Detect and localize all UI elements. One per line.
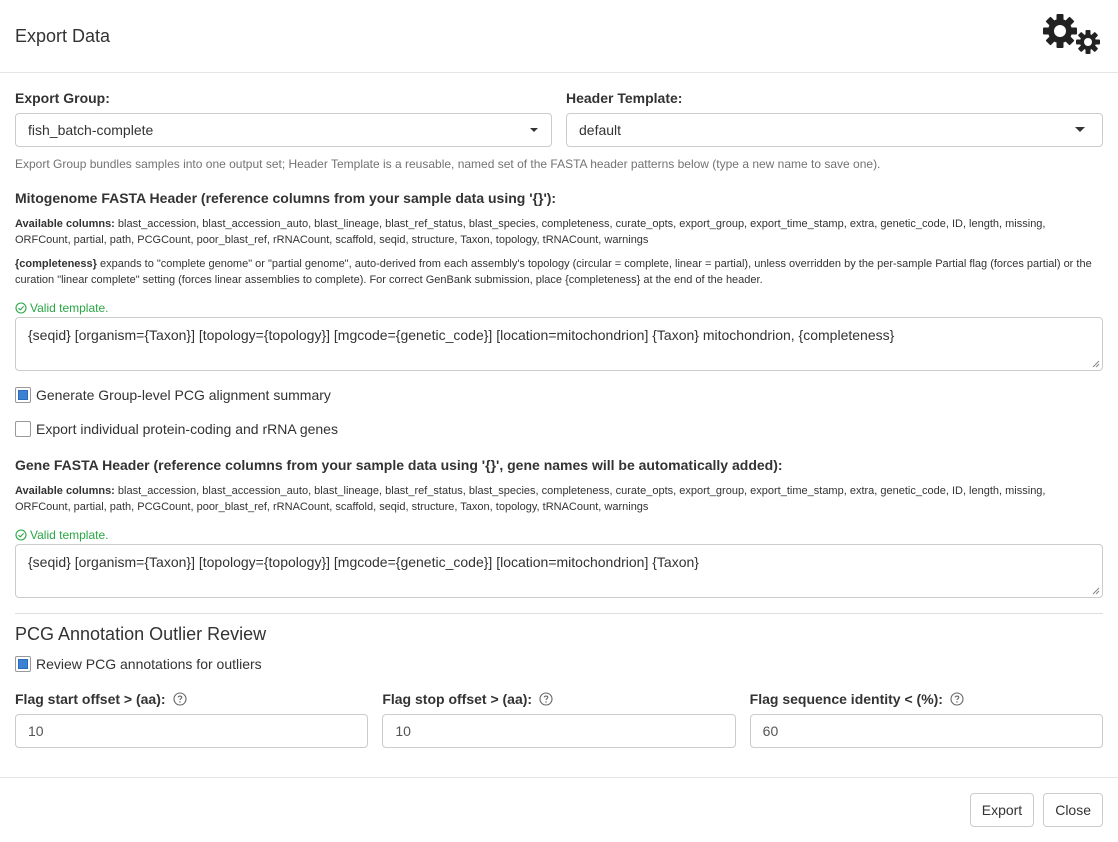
pcg-summary-option[interactable] (15, 387, 1103, 403)
modal-body (0, 73, 1118, 748)
review-outliers-label: Review PCG annotations for outliers (36, 656, 262, 672)
completeness-note (15, 256, 1103, 288)
export-button[interactable]: Export (970, 793, 1034, 827)
available-columns-label: Available columns: (15, 218, 115, 230)
check-circle-icon (15, 529, 27, 541)
close-button[interactable]: Close (1043, 793, 1103, 827)
mito-valid-text: Valid template. (30, 301, 109, 315)
gene-header-title: Gene FASTA Header (reference columns from your sample data using '{}', gene names will be automatically added): (15, 457, 783, 473)
available-columns-list: blast_accession, blast_accession_auto, blast_lineage, blast_ref_status, blast_species, completeness, curate_opts, export_group, export_time_stamp, extra, genetic_code, ID, length, missing, ORFCount, partial, path, PCGCount, poor_blast_ref, rRNACount, scaffold, seqid, structure, Taxon, topology, tRNACount, warnings (15, 485, 1046, 513)
gene-template-value: {seqid} [organism={Taxon}] [topology={topology}] [mgcode={genetic_code}] [location=mitochondrion] {Taxon} (28, 554, 699, 570)
available-columns-label: Available columns: (15, 485, 115, 497)
help-question-icon[interactable] (173, 692, 187, 706)
section-divider (15, 613, 1103, 614)
help-question-icon[interactable] (950, 692, 964, 706)
pcg-summary-checkbox[interactable] (15, 387, 31, 403)
check-circle-icon (15, 302, 27, 314)
identity-input[interactable]: 60 (750, 714, 1103, 748)
gene-available-columns (15, 483, 1103, 515)
start-offset-label: Flag start offset > (aa): (15, 691, 166, 707)
gene-valid-text: Valid template. (30, 528, 109, 542)
export-genes-checkbox[interactable] (15, 421, 31, 437)
mito-header-title: Mitogenome FASTA Header (reference columns from your sample data using '{}'): (15, 190, 557, 206)
identity-label: Flag sequence identity < (%): (749, 691, 943, 707)
gene-valid-status (15, 528, 1103, 542)
start-offset-input[interactable]: 10 (15, 714, 368, 748)
stop-offset-label: Flag stop offset > (aa): (382, 691, 533, 707)
stop-offset-input[interactable]: 10 (382, 714, 735, 748)
caret-down-icon (530, 128, 538, 132)
resize-handle-icon[interactable] (1092, 587, 1100, 595)
available-columns-list: blast_accession, blast_accession_auto, blast_lineage, blast_ref_status, blast_species, completeness, curate_opts, export_group, export_time_stamp, extra, genetic_code, ID, length, missing, ORFCount, partial, path, PCGCount, poor_blast_ref, rRNACount, scaffold, seqid, structure, Taxon, topology, tRNACount, warnings (15, 218, 1046, 246)
modal-title: Export Data (15, 25, 111, 46)
export-group-select[interactable] (15, 113, 552, 147)
identity-label-row (750, 691, 1103, 707)
header-template-select[interactable] (566, 113, 1103, 147)
completeness-key: {completeness} (15, 258, 97, 270)
export-genes-option[interactable] (15, 421, 1103, 437)
outlier-section-title: PCG Annotation Outlier Review (15, 624, 267, 644)
export-help-text: Export Group bundles samples into one output set; Header Template is a reusable, named set of the FASTA header patterns below (type a new name to save one). (15, 157, 881, 171)
help-question-icon[interactable] (539, 692, 553, 706)
modal-footer (0, 777, 1118, 842)
start-offset-label-row (15, 691, 368, 707)
review-outliers-checkbox[interactable] (15, 656, 31, 672)
header-template-value: default (579, 122, 622, 138)
gears-icon (1042, 13, 1104, 57)
export-genes-label: Export individual protein-coding and rRNA genes (36, 421, 338, 437)
mito-template-value: {seqid} [organism={Taxon}] [topology={topology}] [mgcode={genetic_code}] [location=mitochondrion] {Taxon} mitochondrion, {completeness} (28, 327, 895, 343)
resize-handle-icon[interactable] (1092, 360, 1100, 368)
export-group-value: fish_batch-complete (28, 122, 154, 138)
gene-template-textarea[interactable] (15, 544, 1103, 598)
export-group-label: Export Group: (15, 90, 110, 106)
pcg-summary-label: Generate Group-level PCG alignment summary (36, 387, 331, 403)
mito-available-columns (15, 216, 1103, 248)
review-outliers-option[interactable] (15, 656, 1103, 672)
modal-header (0, 0, 1118, 73)
mito-template-textarea[interactable] (15, 317, 1103, 371)
stop-offset-label-row (382, 691, 735, 707)
header-template-label: Header Template: (566, 90, 683, 106)
completeness-text: expands to "complete genome" or "partial genome", auto-derived from each assembly's topology (circular = complete, linear = partial), unless overridden by the per-sample Partial flag (forces partial) or the curation "linear complete" setting (forces linear assemblies to complete). For correct GenBank submission, place {completeness} at the end of the header. (15, 258, 1092, 286)
caret-down-icon (1075, 127, 1085, 132)
mito-valid-status (15, 301, 1103, 315)
